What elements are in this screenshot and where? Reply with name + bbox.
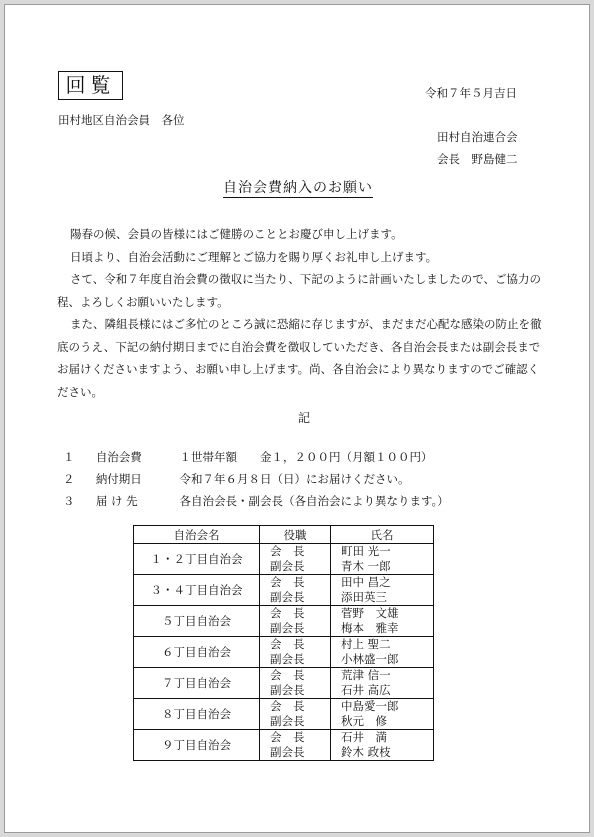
name-cell xyxy=(331,699,434,730)
association-name: １・２丁目自治会 xyxy=(134,544,260,575)
item-number: ２ xyxy=(63,472,75,486)
ki-heading: 記 xyxy=(298,411,311,425)
header-name: 氏名 xyxy=(331,526,434,544)
role-chair: 会 長 xyxy=(270,575,305,589)
role-chair: 会 長 xyxy=(270,637,305,651)
role-cell xyxy=(260,730,331,761)
sender-org: 田村自治連合会 xyxy=(437,130,518,144)
role-cell xyxy=(260,637,331,668)
item-value: 令和７年６月８日（日）にお届けください。 xyxy=(179,472,410,486)
association-table xyxy=(133,525,434,761)
sender-name: 会長 野島健二 xyxy=(437,152,518,166)
item-value: 各自治会長・副会長（各自治会により異なります。） xyxy=(179,494,449,508)
item-label: 届 け 先 xyxy=(95,494,138,508)
chair-name: 中島愛一郎 xyxy=(341,699,399,713)
vice-name: 青木 一郎 xyxy=(341,559,391,573)
document-page xyxy=(4,4,590,833)
table-row xyxy=(134,699,434,730)
header-association: 自治会名 xyxy=(134,526,260,544)
role-vice: 副会長 xyxy=(270,683,305,697)
role-cell xyxy=(260,606,331,637)
body-text xyxy=(57,223,543,403)
table-row xyxy=(134,575,434,606)
item-destination xyxy=(63,493,449,509)
chair-name: 石井 満 xyxy=(341,730,387,744)
item-number: １ xyxy=(63,450,75,464)
vice-name: 石井 高広 xyxy=(341,683,391,697)
association-name: ９丁目自治会 xyxy=(134,730,260,761)
role-chair: 会 長 xyxy=(270,606,305,620)
role-chair: 会 長 xyxy=(270,668,305,682)
role-vice: 副会長 xyxy=(270,745,305,759)
table-header-row xyxy=(134,526,434,544)
header-role: 役職 xyxy=(260,526,331,544)
vice-name: 秋元 修 xyxy=(341,714,387,728)
association-name: ６丁目自治会 xyxy=(134,637,260,668)
role-chair: 会 長 xyxy=(270,730,305,744)
role-vice: 副会長 xyxy=(270,652,305,666)
role-vice: 副会長 xyxy=(270,621,305,635)
paragraph-greeting: 陽春の候、会員の皆様にはご健勝のこととお慶び申し上げます。 xyxy=(70,227,403,241)
paragraph-plan: さて、令和７年度自治会費の徴収に当たり、下記のように計画いたしましたので、ご協力の程、よろしくお願いいたします。 xyxy=(57,272,542,309)
chair-name: 荒津 信一 xyxy=(341,668,391,682)
table-row xyxy=(134,637,434,668)
vice-name: 添田英三 xyxy=(341,590,387,604)
paragraph-request: また、隣組長様にはご多忙のところ誠に恐縮に存じますが、まだまだ心配な感染の防止を徹底のうえ、下記の納付期日までに自治会費を徴収していただき、各自治会長または副会長までお届けくださいますよう、お願い申し上げます。尚、各自治会により異なりますのでご確認ください。 xyxy=(57,317,542,399)
table-row xyxy=(134,544,434,575)
chair-name: 田中 昌之 xyxy=(341,575,391,589)
name-cell xyxy=(331,730,434,761)
role-vice: 副会長 xyxy=(270,559,305,573)
role-cell xyxy=(260,575,331,606)
table-row xyxy=(134,606,434,637)
chair-name: 町田 光一 xyxy=(341,544,391,558)
paragraph-thanks: 日頃より、自治会活動にご理解とご協力を賜り厚くお礼申し上げます。 xyxy=(70,249,438,264)
circulation-stamp: 回覧 xyxy=(58,71,123,100)
issue-date: 令和７年５月吉日 xyxy=(425,86,517,100)
item-value: １世帯年額 金１，２００円（月額１００円） xyxy=(179,450,433,464)
vice-name: 梅本 雅幸 xyxy=(341,621,399,635)
chair-name: 村上 聖二 xyxy=(341,637,391,651)
addressee: 田村地区自治会員 各位 xyxy=(58,113,185,127)
role-vice: 副会長 xyxy=(270,714,305,728)
document-title xyxy=(223,177,373,197)
table-row xyxy=(134,668,434,699)
association-name: ５丁目自治会 xyxy=(134,606,260,637)
item-fee xyxy=(63,449,432,465)
role-cell xyxy=(260,699,331,730)
name-cell xyxy=(331,544,434,575)
role-vice: 副会長 xyxy=(270,590,305,604)
role-cell xyxy=(260,668,331,699)
association-name: ８丁目自治会 xyxy=(134,699,260,730)
association-name: ７丁目自治会 xyxy=(134,668,260,699)
item-number: ３ xyxy=(63,494,75,508)
role-chair: 会 長 xyxy=(270,699,305,713)
role-cell xyxy=(260,544,331,575)
chair-name: 菅野 文雄 xyxy=(341,606,399,620)
vice-name: 小林盛一郎 xyxy=(341,652,399,666)
name-cell xyxy=(331,637,434,668)
table-row xyxy=(134,730,434,761)
document-title-text: 自治会費納入のお願い xyxy=(223,180,373,196)
item-label: 納付期日 xyxy=(95,472,142,486)
name-cell xyxy=(331,668,434,699)
role-chair: 会 長 xyxy=(270,544,305,558)
item-deadline xyxy=(63,471,409,487)
name-cell xyxy=(331,575,434,606)
vice-name: 鈴木 政枝 xyxy=(341,745,391,759)
association-name: ３・４丁目自治会 xyxy=(134,575,260,606)
item-label: 自治会費 xyxy=(95,450,142,464)
name-cell xyxy=(331,606,434,637)
